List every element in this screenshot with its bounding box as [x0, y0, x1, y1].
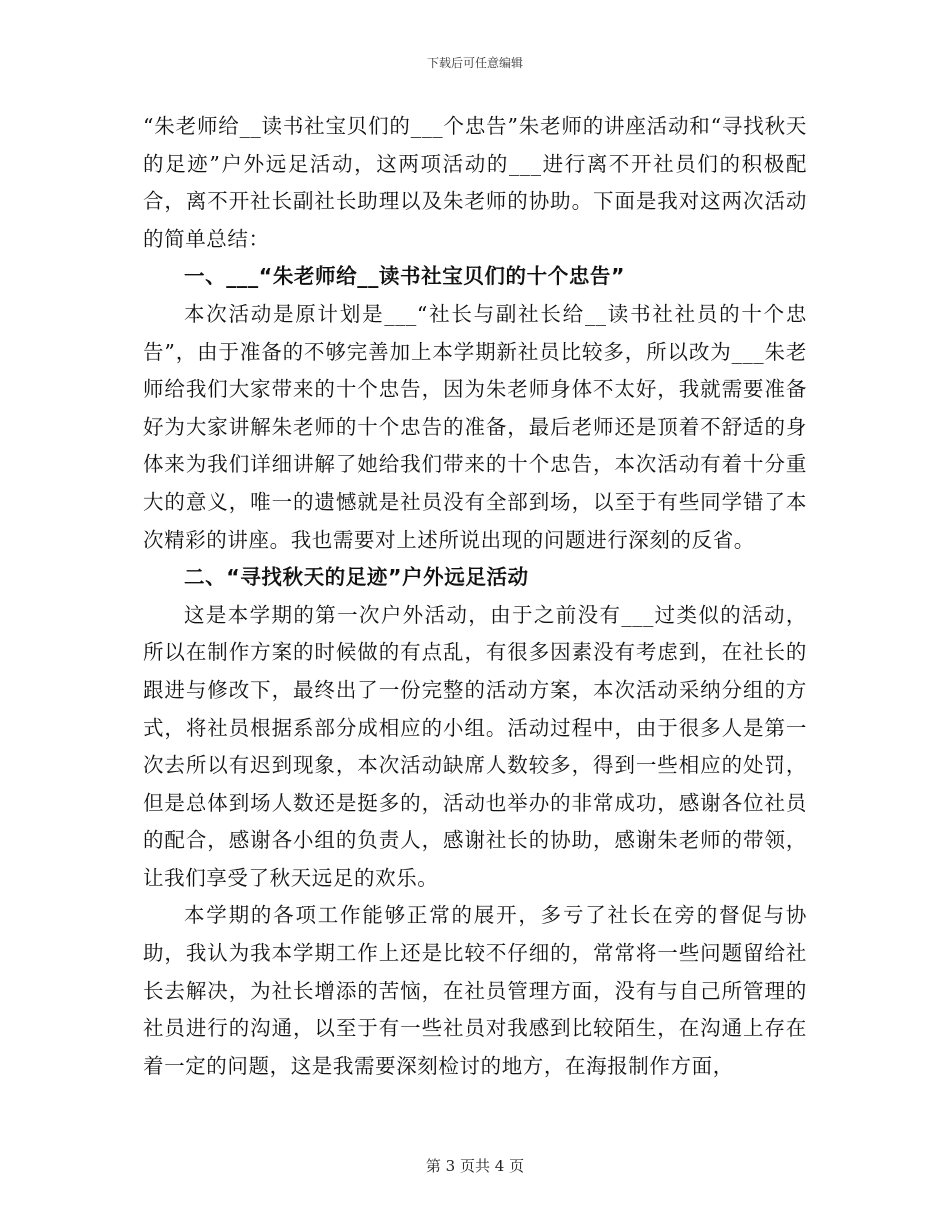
page-footer: 第 3 页共 4 页	[425, 1157, 525, 1175]
intro-paragraph: “朱老师给__读书社宝贝们的___个忠告”朱老师的讲座活动和“寻找秋天的足迹”户外远足活动，这两项活动的___进行离不开社员们的积极配合，离不开社长副社长助理以及朱老师的协助。下面是我对这两次活动的简单总结：	[143, 114, 807, 251]
closing-paragraph: 本学期的各项工作能够正常的展开，多亏了社长在旁的督促与协助，我认为我本学期工作上还是比较不仔细的，常常将一些问题留给社长去解决，为社长增添的苦恼，在社员管理方面，没有与自己所管理的社员进行的沟通，以至于有一些社员对我感到比较陌生，在沟通上存在着一定的问题，这是我需要深刻检讨的地方，在海报制作方面，	[143, 903, 807, 1078]
document-body	[143, 108, 807, 1085]
section-2-heading: 二、“寻找秋天的足迹”户外远足活动	[184, 565, 529, 590]
section-2-paragraph: 这是本学期的第一次户外活动，由于之前没有___过类似的活动，所以在制作方案的时候做的有点乱，有很多因素没有考虑到，在社长的跟进与修改下，最终出了一份完整的活动方案，本次活动采纳分组的方式，将社员根据系部分成相应的小组。活动过程中，由于很多人是第一次去所以有迟到现象，本次活动缺席人数较多，得到一些相应的处罚，但是总体到场人数还是挺多的，活动也举办的非常成功，感谢各位社员的配合，感谢各小组的负责人，感谢社长的协助，感谢朱老师的带领，让我们享受了秋天远足的欢乐。	[143, 602, 807, 890]
section-1-paragraph: 本次活动是原计划是___“社长与副社长给__读书社社员的十个忠告”，由于准备的不够完善加上本学期新社员比较多，所以改为___朱老师给我们大家带来的十个忠告，因为朱老师身体不太好，我就需要准备好为大家讲解朱老师的十个忠告的准备，最后老师还是顶着不舒适的身体来为我们详细讲解了她给我们带来的十个忠告，本次活动有着十分重大的意义，唯一的遗憾就是社员没有全部到场，以至于有些同学错了本次精彩的讲座。我也需要对上述所说出现的问题进行深刻的反省。	[143, 301, 807, 552]
page-header: 下载后可任意编辑	[426, 56, 523, 70]
section-1-heading: 一、___“朱老师给__读书社宝贝们的十个忠告”	[184, 264, 626, 289]
